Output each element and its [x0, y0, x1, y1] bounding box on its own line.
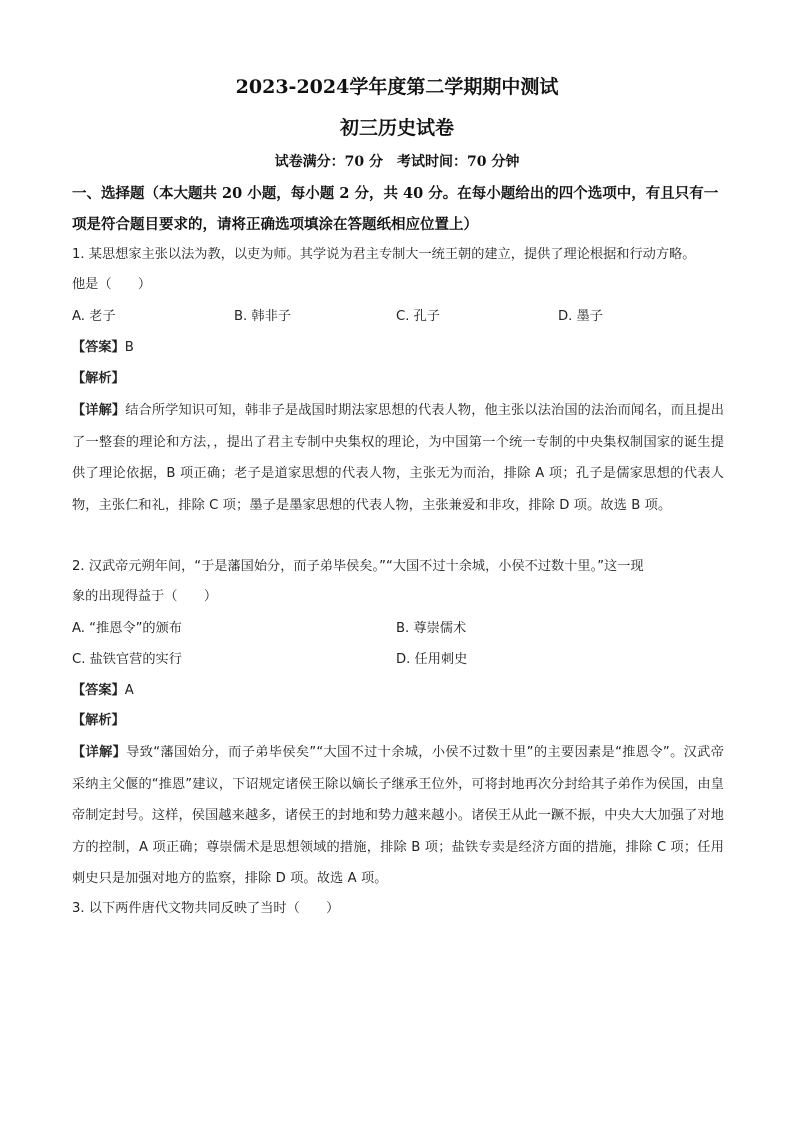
q1-option-c: C. 孔子 — [396, 309, 440, 324]
q2-analysis-tag: 【解析】 — [72, 713, 125, 728]
q1-answer — [72, 338, 134, 358]
q2-answer — [72, 681, 134, 701]
q2-option-c: C. 盐铁官营的实行 — [72, 652, 182, 667]
q2-option-d: D. 任用刺史 — [396, 652, 468, 667]
q2-option-b: B. 尊崇儒术 — [396, 621, 467, 636]
q2-detail-tag: 【详解】 — [72, 745, 127, 760]
q1-answer-tag: 【答案】 — [72, 340, 125, 355]
q1-detail-text: 结合所学知识可知，韩非子是战国时期法家思想的代表人物，他主张以法治国的法治而闻名，而且提出了一整套的理论和方法，，提出了君主专制中央集权的理论，为中国第一个统一专制的中央集权制国家的诞生提供了理论依据，B 项正确；老子是道家思想的代表人物，主张无为而治，排除 A 项；孔子是儒家思想的代表人物，主张仁和礼，排除 C 项；墨子是墨家思想的代表人物，主张兼爱和非攻，排除 D 项。故选 B 项。 — [72, 403, 724, 513]
q2-option-a: A. “推恩令”的颁布 — [72, 621, 182, 636]
exam-subtitle: 初三历史试卷 — [339, 117, 454, 139]
q3-stem-line1: 3. 以下两件唐代文物共同反映了当时（ ） — [72, 901, 340, 916]
q1-answer-value: B — [124, 340, 134, 355]
q1-detail-tag: 【详解】 — [72, 403, 126, 418]
q1-stem-line1: 1. 某思想家主张以法为教，以吏为师。其学说为君主专制大一统王朝的建立，提供了理论根据和行动方略。 — [72, 247, 696, 262]
exam-title: 2023-2024学年度第二学期期中测试 — [235, 76, 559, 98]
q1-option-b: B. 韩非子 — [234, 309, 291, 324]
q1-stem-line2: 他是（ ） — [72, 277, 152, 292]
q1-analysis-tag: 【解析】 — [72, 371, 125, 386]
q2-stem-line2: 象的出现得益于（ ） — [72, 589, 218, 604]
q2-stem-line1: 2. 汉武帝元朔年间，“于是藩国始分，而子弟毕侯矣。”“大国不过十余城，小侯不过数十里。”这一现 — [72, 559, 644, 574]
section-heading: 一、选择题（本大题共 20 小题，每小题 2 分，共 40 分。在每小题给出的四个选项中，有且只有一项是符合题目要求的，请将正确选项填涂在答题纸相应位置上） — [72, 185, 719, 233]
q1-option-a: A. 老子 — [72, 309, 116, 324]
q2-answer-value: A — [124, 683, 134, 698]
exam-meta: 试卷满分：70 分 考试时间：70 分钟 — [274, 154, 520, 170]
q2-answer-tag: 【答案】 — [72, 683, 125, 698]
q2-detail-text: 导致“藩国始分，而子弟毕侯矣”“大国不过十余城，小侯不过数十里”的主要因素是“推恩令”。汉武帝采纳主父偃的“推恩”建议，下诏规定诸侯王除以嫡长子继承王位外，可将封地再次分封给其子弟作为侯国，由皇帝制定封号。这样，侯国越来越多，诸侯王的封地和势力越来越小。诸侯王从此一蹶不振，中央大大加强了对地方的控制，A 项正确；尊崇儒术是思想领域的措施，排除 B 项；盐铁专卖是经济方面的措施，排除 C 项；任用刺史只是加强对地方的监察，排除 D 项。故选 A 项。 — [72, 745, 724, 886]
q1-detail — [72, 395, 724, 521]
q2-detail — [72, 737, 724, 895]
q1-option-d: D. 墨子 — [558, 309, 603, 324]
